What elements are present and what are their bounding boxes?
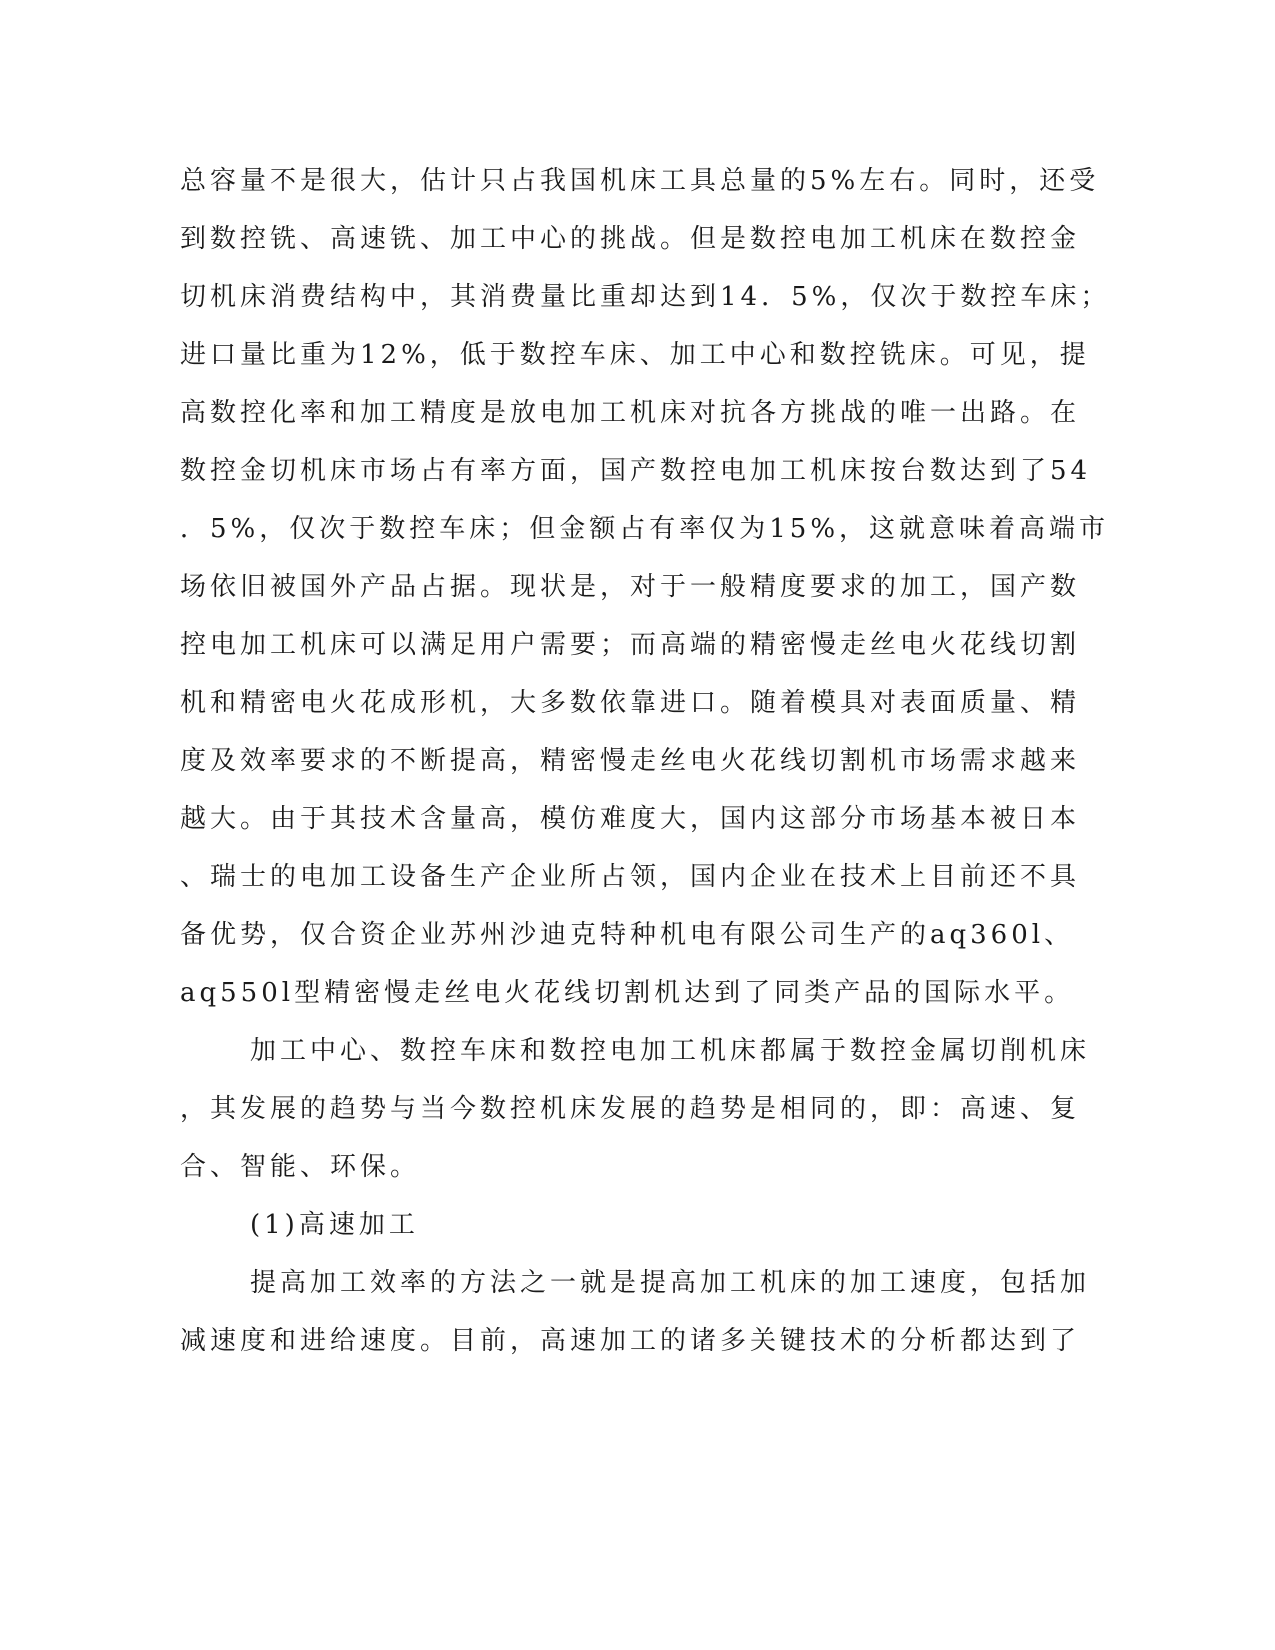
text-line: 机和精密电火花成形机，大多数依靠进口。随着模具对表面质量、精 [180, 688, 1081, 718]
text-line: 进口量比重为12%，低于数控车床、加工中心和数控铣床。可见，提 [180, 340, 1090, 370]
text-line: 、瑞士的电加工设备生产企业所占领，国内企业在技术上目前还不具 [180, 862, 1081, 892]
text-line: 备优势，仅合资企业苏州沙迪克特种机电有限公司生产的aq360l、 [180, 920, 1075, 950]
text-line: 高数控化率和加工精度是放电加工机床对抗各方挑战的唯一出路。在 [180, 398, 1081, 428]
text-line: 合、智能、环保。 [180, 1152, 421, 1182]
text-line: 总容量不是很大，估计只占我国机床工具总量的5%左右。同时，还受 [180, 166, 1100, 196]
text-line: 数控金切机床市场占有率方面，国产数控电加工机床按台数达到了54 [180, 456, 1092, 486]
paragraph-3 [180, 1262, 1091, 1378]
heading-high-speed-machining: (1)高速加工 [250, 1210, 419, 1240]
text-line: 到数控铣、高速铣、加工中心的挑战。但是数控电加工机床在数控金 [180, 224, 1081, 254]
paragraph-2 [180, 1030, 1091, 1204]
text-line: ，其发展的趋势与当今数控机床发展的趋势是相同的，即：高速、复 [180, 1094, 1081, 1124]
text-line: 提高加工效率的方法之一就是提高加工机床的加工速度，包括加 [250, 1268, 1091, 1298]
text-line: 加工中心、数控车床和数控电加工机床都属于数控金属切削机床 [250, 1036, 1091, 1066]
text-line: 控电加工机床可以满足用户需要；而高端的精密慢走丝电火花线切割 [180, 630, 1081, 660]
text-line: 度及效率要求的不断提高，精密慢走丝电火花线切割机市场需求越来 [180, 746, 1081, 776]
text-line: 切机床消费结构中，其消费量比重却达到14．5%，仅次于数控车床； [180, 282, 1111, 312]
text-line: 场依旧被国外产品占据。现状是，对于一般精度要求的加工，国产数 [180, 572, 1081, 602]
paragraph-1 [180, 160, 1111, 1030]
text-line: 减速度和进给速度。目前，高速加工的诸多关键技术的分析都达到了 [180, 1326, 1081, 1356]
section-heading [180, 1204, 1060, 1262]
text-line: aq550l型精密慢走丝电火花线切割机达到了同类产品的国际水平。 [180, 978, 1075, 1008]
text-line: 越大。由于其技术含量高，模仿难度大，国内这部分市场基本被日本 [180, 804, 1081, 834]
body-text [180, 160, 1111, 1378]
text-line: ．5%，仅次于数控车床；但金额占有率仅为15%，这就意味着高端市 [180, 514, 1110, 544]
